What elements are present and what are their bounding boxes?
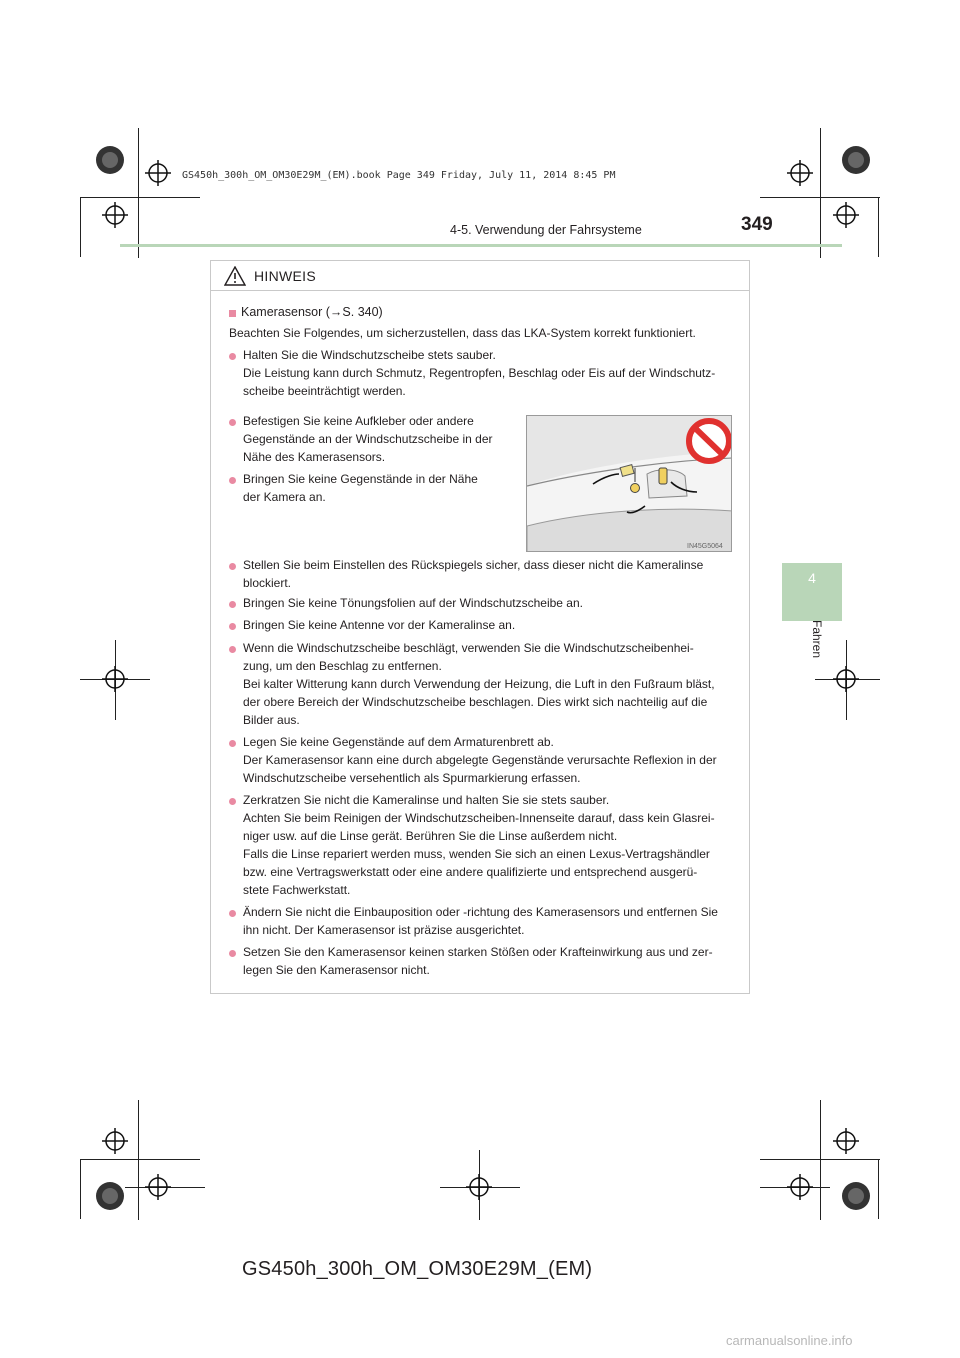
warning-triangle-icon (224, 266, 246, 286)
crop-line (115, 640, 116, 720)
notice-intro: Beachten Sie Folgendes, um sicherzustellen, dass das LKA-System korrekt funktioniert. (229, 326, 696, 340)
page-number: 349 (741, 214, 773, 235)
notice-line: Ändern Sie nicht die Einbauposition oder -richtung des Kamerasensors und entfernen Sie (243, 905, 718, 919)
crop-line (80, 197, 81, 257)
heading-square-icon (229, 310, 236, 317)
notice-line: zung, um den Beschlag zu entfernen. (243, 659, 442, 673)
notice-line: Bringen Sie keine Antenne vor der Kameralinse an. (243, 618, 516, 632)
crop-line (80, 1159, 81, 1219)
bullet-icon (229, 419, 236, 426)
notice-line: Halten Sie die Windschutzscheibe stets sauber. (243, 348, 496, 362)
watermark: carmanualsonline.info (726, 1333, 853, 1348)
notice-line: Wenn die Windschutzscheibe beschlägt, verwenden Sie die Windschutzscheibenhei- (243, 641, 694, 655)
crop-line (138, 1100, 139, 1220)
crop-line (80, 197, 200, 198)
chapter-label-wrap (812, 620, 828, 680)
crop-line (80, 1159, 200, 1160)
bullet-icon (229, 623, 236, 630)
header-rule (120, 244, 842, 247)
notice-line: Windschutzscheibe versehentlich als Spurmarkierung erfassen. (243, 771, 581, 785)
crop-line (878, 197, 879, 257)
notice-line: Gegenstände an der Windschutzscheibe in der (243, 432, 493, 446)
windshield-illustration (526, 415, 732, 552)
bullet-icon (229, 950, 236, 957)
bullet-icon (229, 646, 236, 653)
crop-line (760, 1159, 880, 1160)
crop-line (820, 1100, 821, 1220)
notice-line: ihn nicht. Der Kamerasensor ist präzise ausgerichtet. (243, 923, 525, 937)
notice-line: Bei kalter Witterung kann durch Verwendung der Heizung, die Luft in den Fußraum bläst, (243, 677, 715, 691)
camera-windshield-drawing (527, 416, 732, 552)
bullet-icon (229, 601, 236, 608)
section-title: 4-5. Verwendung der Fahrsysteme (450, 223, 642, 237)
notice-line: scheibe beeinträchtigt werden. (243, 384, 406, 398)
notice-line: Befestigen Sie keine Aufkleber oder andere (243, 414, 474, 428)
crop-line (760, 197, 880, 198)
crop-line (125, 1187, 205, 1188)
bullet-icon (229, 910, 236, 917)
notice-line: der obere Bereich der Windschutzscheibe beschlagen. Dies wirkt sich nachteilig auf die (243, 695, 708, 709)
image-code: IN45G5064 (687, 543, 723, 550)
notice-title: HINWEIS (254, 268, 316, 284)
notice-line: stete Fachwerkstatt. (243, 883, 351, 897)
bullet-icon (229, 798, 236, 805)
notice-line: legen Sie den Kamerasensor nicht. (243, 963, 430, 977)
crop-line (820, 128, 821, 258)
notice-line: Achten Sie beim Reinigen der Windschutzscheiben-Innenseite darauf, dass kein Glasrei- (243, 811, 715, 825)
notice-heading: Kamerasensor (→S. 340) (241, 305, 383, 319)
notice-line: Falls die Linse repariert werden muss, wenden Sie sich an einen Lexus-Vertragshändler (243, 847, 710, 861)
footer-manual-code: GS450h_300h_OM_OM30E29M_(EM) (242, 1258, 593, 1280)
notice-line: Die Leistung kann durch Schmutz, Regentropfen, Beschlag oder Eis auf der Windschutz- (243, 366, 716, 380)
notice-line: Der Kamerasensor kann eine durch abgelegte Gegenstände verursachte Reflexion in der (243, 753, 717, 767)
notice-line: Bringen Sie keine Tönungsfolien auf der Windschutzscheibe an. (243, 596, 583, 610)
book-metadata-line: GS450h_300h_OM_OM30E29M_(EM).book Page 349 Friday, July 11, 2014 8:45 PM (182, 170, 616, 181)
notice-line: niger usw. auf die Linse gerät. Berühren Sie die Linse außerdem nicht. (243, 829, 618, 843)
notice-line: der Kamera an. (243, 490, 326, 504)
notice-line: bzw. eine Vertragswerkstatt oder eine andere qualifizierte und entsprechend ausgerü- (243, 865, 698, 879)
notice-line: Bringen Sie keine Gegenstände in der Nähe (243, 472, 478, 486)
crop-line (440, 1187, 520, 1188)
crop-line (479, 1150, 480, 1220)
notice-line: Setzen Sie den Kamerasensor keinen starken Stößen oder Krafteinwirkung aus und zer- (243, 945, 713, 959)
notice-line: Nähe des Kamerasensors. (243, 450, 386, 464)
crop-line (138, 128, 139, 258)
bullet-icon (229, 353, 236, 360)
chapter-label: Fahren (810, 620, 824, 659)
notice-line: Stellen Sie beim Einstellen des Rückspiegels sicher, dass dieser nicht die Kameralinse (243, 558, 704, 572)
bullet-icon (229, 477, 236, 484)
bullet-icon (229, 740, 236, 747)
notice-line: blockiert. (243, 576, 292, 590)
notice-line: Legen Sie keine Gegenstände auf dem Armaturenbrett ab. (243, 735, 554, 749)
crop-line (846, 640, 847, 720)
chapter-number: 4 (808, 570, 816, 586)
crop-line (760, 1187, 830, 1188)
notice-line: Zerkratzen Sie nicht die Kameralinse und halten Sie sie stets sauber. (243, 793, 610, 807)
crop-line (878, 1159, 879, 1219)
notice-line: Bilder aus. (243, 713, 300, 727)
bullet-icon (229, 563, 236, 570)
